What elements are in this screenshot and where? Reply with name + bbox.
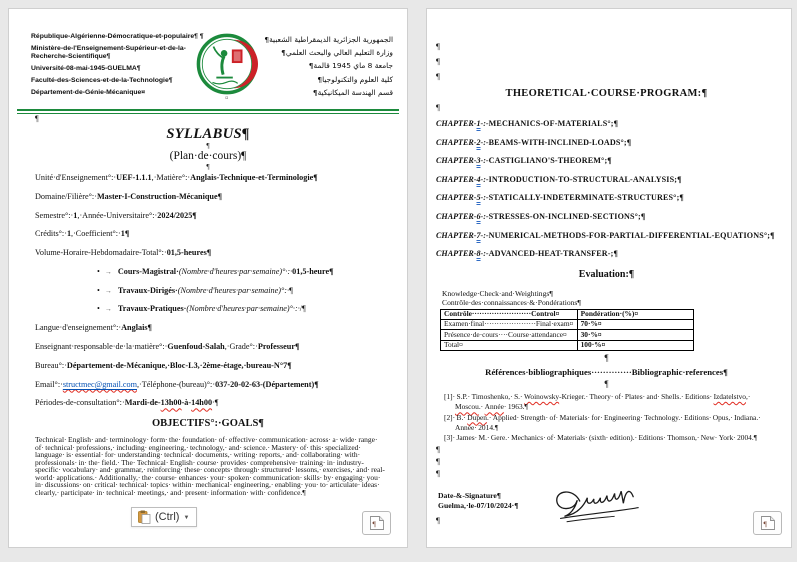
weight-cell: 30·%¤ [577, 330, 693, 340]
text-segment: CASTIGLIANO'S-THEOREM°;¶ [488, 156, 612, 166]
text-segment: Email°:· [35, 379, 63, 389]
field-line [35, 249, 391, 258]
text-segment: -:- [480, 156, 489, 166]
page-anchor-icon[interactable] [753, 511, 782, 535]
pilcrow-mark: ¶ [436, 102, 440, 112]
text-segment: (Nombre·d'heures·par·semaine)°·:· [186, 304, 300, 314]
text-segment: UEF-1.1.1 [116, 173, 152, 182]
table-header-row [441, 309, 694, 319]
text-segment: CHAPTER- [436, 211, 477, 221]
field-line [35, 212, 391, 221]
text-segment: CHAPTER- [436, 174, 477, 184]
text-segment: CHAPTER- [436, 137, 477, 147]
bullet-line [35, 268, 391, 277]
text-segment: 8 [476, 249, 481, 259]
pilcrow-mark: ¶ [604, 353, 609, 364]
text-segment: Anglais-Technique-et-Terminologie¶ [190, 173, 318, 182]
text-segment: Département-de-Mécanique,·Bloc-L3,·2ème-étage,·bureau-N°7¶ [66, 360, 292, 370]
pilcrow-mark: ¶ [436, 41, 440, 51]
date-signature-label: Date-&-Signature¶ [438, 491, 501, 501]
text-segment: • [97, 304, 100, 314]
control-cell: Total¤ [441, 340, 578, 350]
hours-bullet-list [35, 268, 391, 314]
text-segment: Année [484, 402, 504, 412]
text-segment: → [104, 305, 112, 314]
header-french-line: Faculté-des-Sciences-et-de-la-Technologie¶ [31, 77, 173, 85]
text-segment: 4 [476, 174, 481, 184]
reference-item [444, 392, 773, 412]
objectives-paragraph: Technical· English· and· terminology· form· the· foundation· of· effective· communication· across· a· wide· range· of· technical· professions,· including· engineering,· technology,· and· science.· Mastery· of· this· specialized· language· is· essential· for· understanding· technical· documents,· writing· reports,· and· collaborating· with· professionals· in· the· field.· The· Technical· English· course· provides· comprehensive· training· in· industry-specific· vocabulary· and· grammar,· reinforcing· these· concepts· through· structured· lessons,· exercises,· and· real-world· applications.· Additionally,· the· course· enhances· your· spoken· communication· skills· by· engaging· you· in· discussions· on· critical· technical· topics· within· mechanical· engineering,· enabling· you· to· articulate· ideas· clearly,· participate· in· technical· meetings,· and· present· information· with· confidence.¶ [35, 435, 385, 497]
table-row [441, 340, 694, 350]
header-french-line: Recherche-Scientifique¶ [31, 53, 111, 61]
text-segment: BEAMS-WITH-INCLINED-LOADS°;¶ [488, 137, 632, 147]
text-segment: Anglais¶ [121, 323, 152, 333]
text-segment: -:- [480, 174, 489, 184]
pilcrow-mark: ¶ [35, 114, 39, 123]
header-arabic-line: وزارة التعليم العالي والبحث العلمي¶ [281, 48, 393, 58]
references-heading: Références·bibliographiques··············Bibliographic·references¶ [485, 367, 728, 378]
document-page-1 [8, 8, 408, 548]
squiggle-underline [63, 380, 137, 389]
svg-text:¶: ¶ [763, 519, 767, 529]
fields-bottom [35, 324, 391, 408]
chapter-line [436, 250, 777, 259]
field-line [35, 324, 391, 333]
text-segment: CHAPTER- [436, 119, 477, 128]
handwritten-signature [547, 479, 667, 534]
text-segment: 7 [476, 230, 481, 240]
header-french-line: Département-de-Génie-Mécanique¤ [31, 89, 146, 97]
header-arabic-line: جامعة 8 ماي 1945 قالمة¶ [308, 61, 393, 71]
table-row [441, 330, 694, 340]
text-segment: 6 [476, 211, 481, 221]
objectives-heading: OBJECTIFS°:·GOALS¶ [152, 418, 264, 430]
program-heading: THEORETICAL·COURSE·PROGRAM:¶ [505, 88, 708, 99]
university-seal-icon [196, 33, 258, 95]
text-segment: [1]· S.P.· Timoshenko,· S.· [444, 392, 524, 402]
pilcrow-mark: ¶ [436, 444, 440, 455]
evaluation-subtitle-fr: Contrôle·des·connaissances·&·Pondérations¶ [442, 298, 581, 308]
header-arabic-line: الجمهورية الجزائرية الديمقراطية الشعبية¶ [264, 35, 393, 44]
course-info-section [9, 171, 407, 408]
text-segment: [2]· B.· [444, 412, 468, 422]
paste-button-label: (Ctrl) [155, 511, 180, 523]
field-line [35, 399, 391, 408]
text-segment: NUMERICAL-METHODS-FOR-PARTIAL-DIFFERENTIAL-EQUATIONS°;¶ [488, 230, 775, 240]
text-segment: 14h00 [191, 398, 213, 408]
text-segment: Langue·d'enseignement°:· [35, 323, 122, 333]
weight-cell: 100·%¤ [577, 340, 693, 350]
text-segment: 01,5-heure¶ [292, 266, 334, 276]
text-segment: · 1963.¶ [503, 402, 528, 412]
control-cell: Examen·final·····················Final·exam¤ [441, 319, 578, 329]
text-segment: -:- [480, 211, 489, 221]
field-line [35, 230, 391, 239]
reference-item [444, 413, 773, 433]
place-date: Guelma,·le-07/10/2024·¶ [438, 500, 519, 510]
chapter-list [436, 120, 777, 259]
header-arabic-line: كلية العلوم والتكنولوجيا¶ [317, 74, 393, 84]
pilcrow-mark: ¶ [436, 456, 440, 467]
text-segment: → [104, 267, 112, 276]
reference-item [444, 433, 773, 443]
evaluation-subtitle-en: Knowledge·Check·and·Weightings¶ [442, 288, 553, 298]
hidden-mark-page-icon [368, 515, 386, 531]
chevron-down-icon: ▼ [183, 515, 190, 521]
text-segment: (Nombre·d'heures·par·semaine)°:· [177, 285, 290, 295]
text-segment: 1 [66, 229, 72, 239]
text-segment: -:- [480, 193, 489, 203]
clipboard-paste-icon [137, 510, 151, 524]
text-segment: CHAPTER- [436, 193, 477, 203]
header-french-line: République-Algérienne-Démocratique-et-populaire¶ ¶ [31, 33, 204, 40]
paste-options-button[interactable] [131, 507, 197, 527]
header-logo-block [189, 33, 264, 102]
chapter-line [436, 232, 777, 241]
references-list [436, 392, 777, 443]
table-cell-mark: ¤ [225, 96, 229, 102]
text-segment: ¶ [289, 285, 293, 295]
text-segment: Unité·d'Enseignement°:· [35, 173, 117, 182]
text-segment: ,·Grade°:· [224, 342, 258, 352]
pilcrow-mark: ¶ [206, 163, 210, 171]
text-segment: 2 [476, 137, 481, 147]
text-segment: • [97, 266, 100, 276]
chapter-line [436, 157, 777, 166]
field-line [35, 193, 391, 202]
bullet-line [35, 305, 391, 314]
text-segment: Domaine/Filière°:· [35, 191, 97, 201]
text-segment: -:- [480, 230, 489, 240]
text-segment: Crédits°:· [35, 229, 67, 239]
text-segment: Izdatelstvo [713, 392, 746, 402]
text-segment: -:- [480, 137, 489, 147]
table-row [441, 319, 694, 329]
text-segment: 037-20-02-63-(Département)¶ [215, 379, 319, 389]
pilcrow-mark: ¶ [436, 71, 440, 81]
field-line [35, 343, 391, 352]
text-segment: /¶ [299, 304, 306, 314]
evaluation-table [440, 309, 694, 352]
text-segment: 5 [476, 193, 481, 203]
field-line [35, 381, 391, 390]
text-segment: ,·Matière°:· [151, 173, 191, 182]
text-segment: [3]· James· M.· Gere.· Mechanics· of· Materials· (sixth· edition).· Editions· Thomson,· New· York· 2004.¶ [444, 433, 758, 442]
header-french-block [31, 33, 204, 102]
text-segment: CHAPTER- [436, 156, 477, 166]
text-segment: Enseignant·responsable·de·la·matière°:· [35, 342, 168, 352]
text-segment: -:- [480, 119, 489, 128]
text-segment: Dupen [467, 412, 487, 422]
signature-scribble-icon [547, 479, 667, 534]
chapter-line [436, 139, 777, 148]
chapter-line [436, 194, 777, 203]
text-segment: Guenfoud-Salah [167, 342, 225, 352]
text-segment: Professeur¶ [257, 342, 300, 352]
header-arabic-line: قسم الهندسة الميكانيكية¶ [312, 87, 393, 97]
text-segment: -Krieger.· Theory· of· Plates· and· Shells.· Editions· [559, 392, 714, 402]
document-title: SYLLABUS¶ [166, 126, 250, 142]
pilcrow-mark: ¶ [436, 468, 440, 479]
text-segment: 13h00 [160, 398, 182, 408]
text-segment: Bureau°:· [35, 360, 67, 370]
chapter-line [436, 120, 777, 129]
weight-cell: 70·%¤ [577, 319, 693, 329]
pilcrow-mark: ¶ [436, 56, 440, 66]
text-segment: ,·Année-Universitaire°:· [77, 210, 158, 220]
svg-text:¶: ¶ [372, 519, 376, 529]
pilcrow-mark: ¶ [604, 379, 609, 390]
page-anchor-icon[interactable] [362, 511, 391, 535]
chapter-line [436, 176, 777, 185]
text-segment: MECHANICS-OF-MATERIALS°;¶ [488, 119, 619, 128]
document-page-2 [426, 8, 792, 548]
text-segment: Périodes-de-consultation°:· [35, 398, 125, 408]
text-segment: Cours-Magistral· [117, 266, 179, 276]
text-segment: -:- [480, 249, 489, 259]
pilcrow-mark: ¶ [436, 515, 440, 526]
text-segment: ADVANCED-HEAT-TRANSFER-;¶ [488, 249, 619, 259]
text-segment: Travaux-Pratiques· [117, 304, 187, 314]
text-segment: Volume-Horaire-Hebdomadaire-Total°:· [35, 248, 167, 258]
text-segment: Woinowsky [523, 392, 560, 402]
text-segment: Mardi-de- [124, 398, 161, 408]
text-segment: .· [478, 402, 485, 412]
text-segment: 1¶ [120, 229, 130, 239]
field-line [35, 362, 391, 371]
text-segment: STATICALLY-INDETERMINATE-STRUCTURES°;¶ [488, 193, 684, 203]
text-segment: CHAPTER- [436, 249, 477, 259]
table-header-cell: Contrôle························Control¤ [441, 309, 578, 319]
text-segment: 3 [476, 156, 481, 166]
text-segment: → [104, 286, 112, 295]
text-segment: INTRODUCTION-TO-STRUCTURAL-ANALYSIS;¶ [488, 174, 682, 184]
page2-content [427, 9, 791, 530]
text-segment: 01,5-heures¶ [166, 248, 212, 258]
page-header [9, 9, 407, 102]
text-segment: 1 [73, 210, 78, 220]
text-segment: Master-I-Construction-Mécanique¶ [96, 191, 223, 201]
text-segment: CHAPTER- [436, 230, 477, 240]
text-segment: .· Applied· Strength· of· Materials· for· Engineering· Technology.· Editions· Opus,· Indiana.· Année· 2014.¶ [455, 412, 763, 432]
table-header-cell: Pondération·(%)¤ [577, 309, 693, 319]
bullet-line [35, 287, 391, 296]
document-subtitle: (Plan·de·cours)¶ [169, 150, 247, 162]
text-segment: Travaux-Dirigés· [117, 285, 178, 295]
fields-top [35, 174, 391, 258]
text-segment: ,·Téléphone-(bureau)°:· [137, 379, 216, 389]
text-segment: (Nombre·d'heures·par·semaine)°·:· [178, 266, 293, 276]
field-line [35, 174, 391, 183]
text-segment: Semestre°:· [35, 210, 74, 220]
text-segment: -à- [181, 398, 192, 408]
text-segment: 1 [476, 119, 481, 128]
header-french-line: Université-08-mai-1945-GUELMA¶ [31, 65, 141, 73]
text-segment: STRESSES-ON-INCLINED-SECTIONS°;¶ [488, 211, 646, 221]
text-segment: Moscou [455, 402, 479, 412]
email-link[interactable]: structmec@gmail.com [62, 379, 137, 389]
text-segment: ·¶ [212, 398, 219, 408]
text-segment: ,·Coefficient°:· [71, 229, 121, 239]
chapter-line [436, 213, 777, 222]
header-french-line: Ministère-de-l'Enseignement-Supérieur-et-de-la- [31, 44, 186, 52]
text-segment: 2024/2025¶ [157, 210, 197, 220]
evaluation-heading: Evaluation:¶ [578, 268, 635, 280]
hidden-mark-page-icon [759, 515, 777, 531]
control-cell: Présence·de·cours····Course·attendance¤ [441, 330, 578, 340]
text-segment: • [97, 285, 100, 295]
pilcrow-mark: ¶ [206, 142, 210, 150]
header-arabic-block [264, 33, 393, 102]
text-segment: ,· [746, 392, 752, 402]
